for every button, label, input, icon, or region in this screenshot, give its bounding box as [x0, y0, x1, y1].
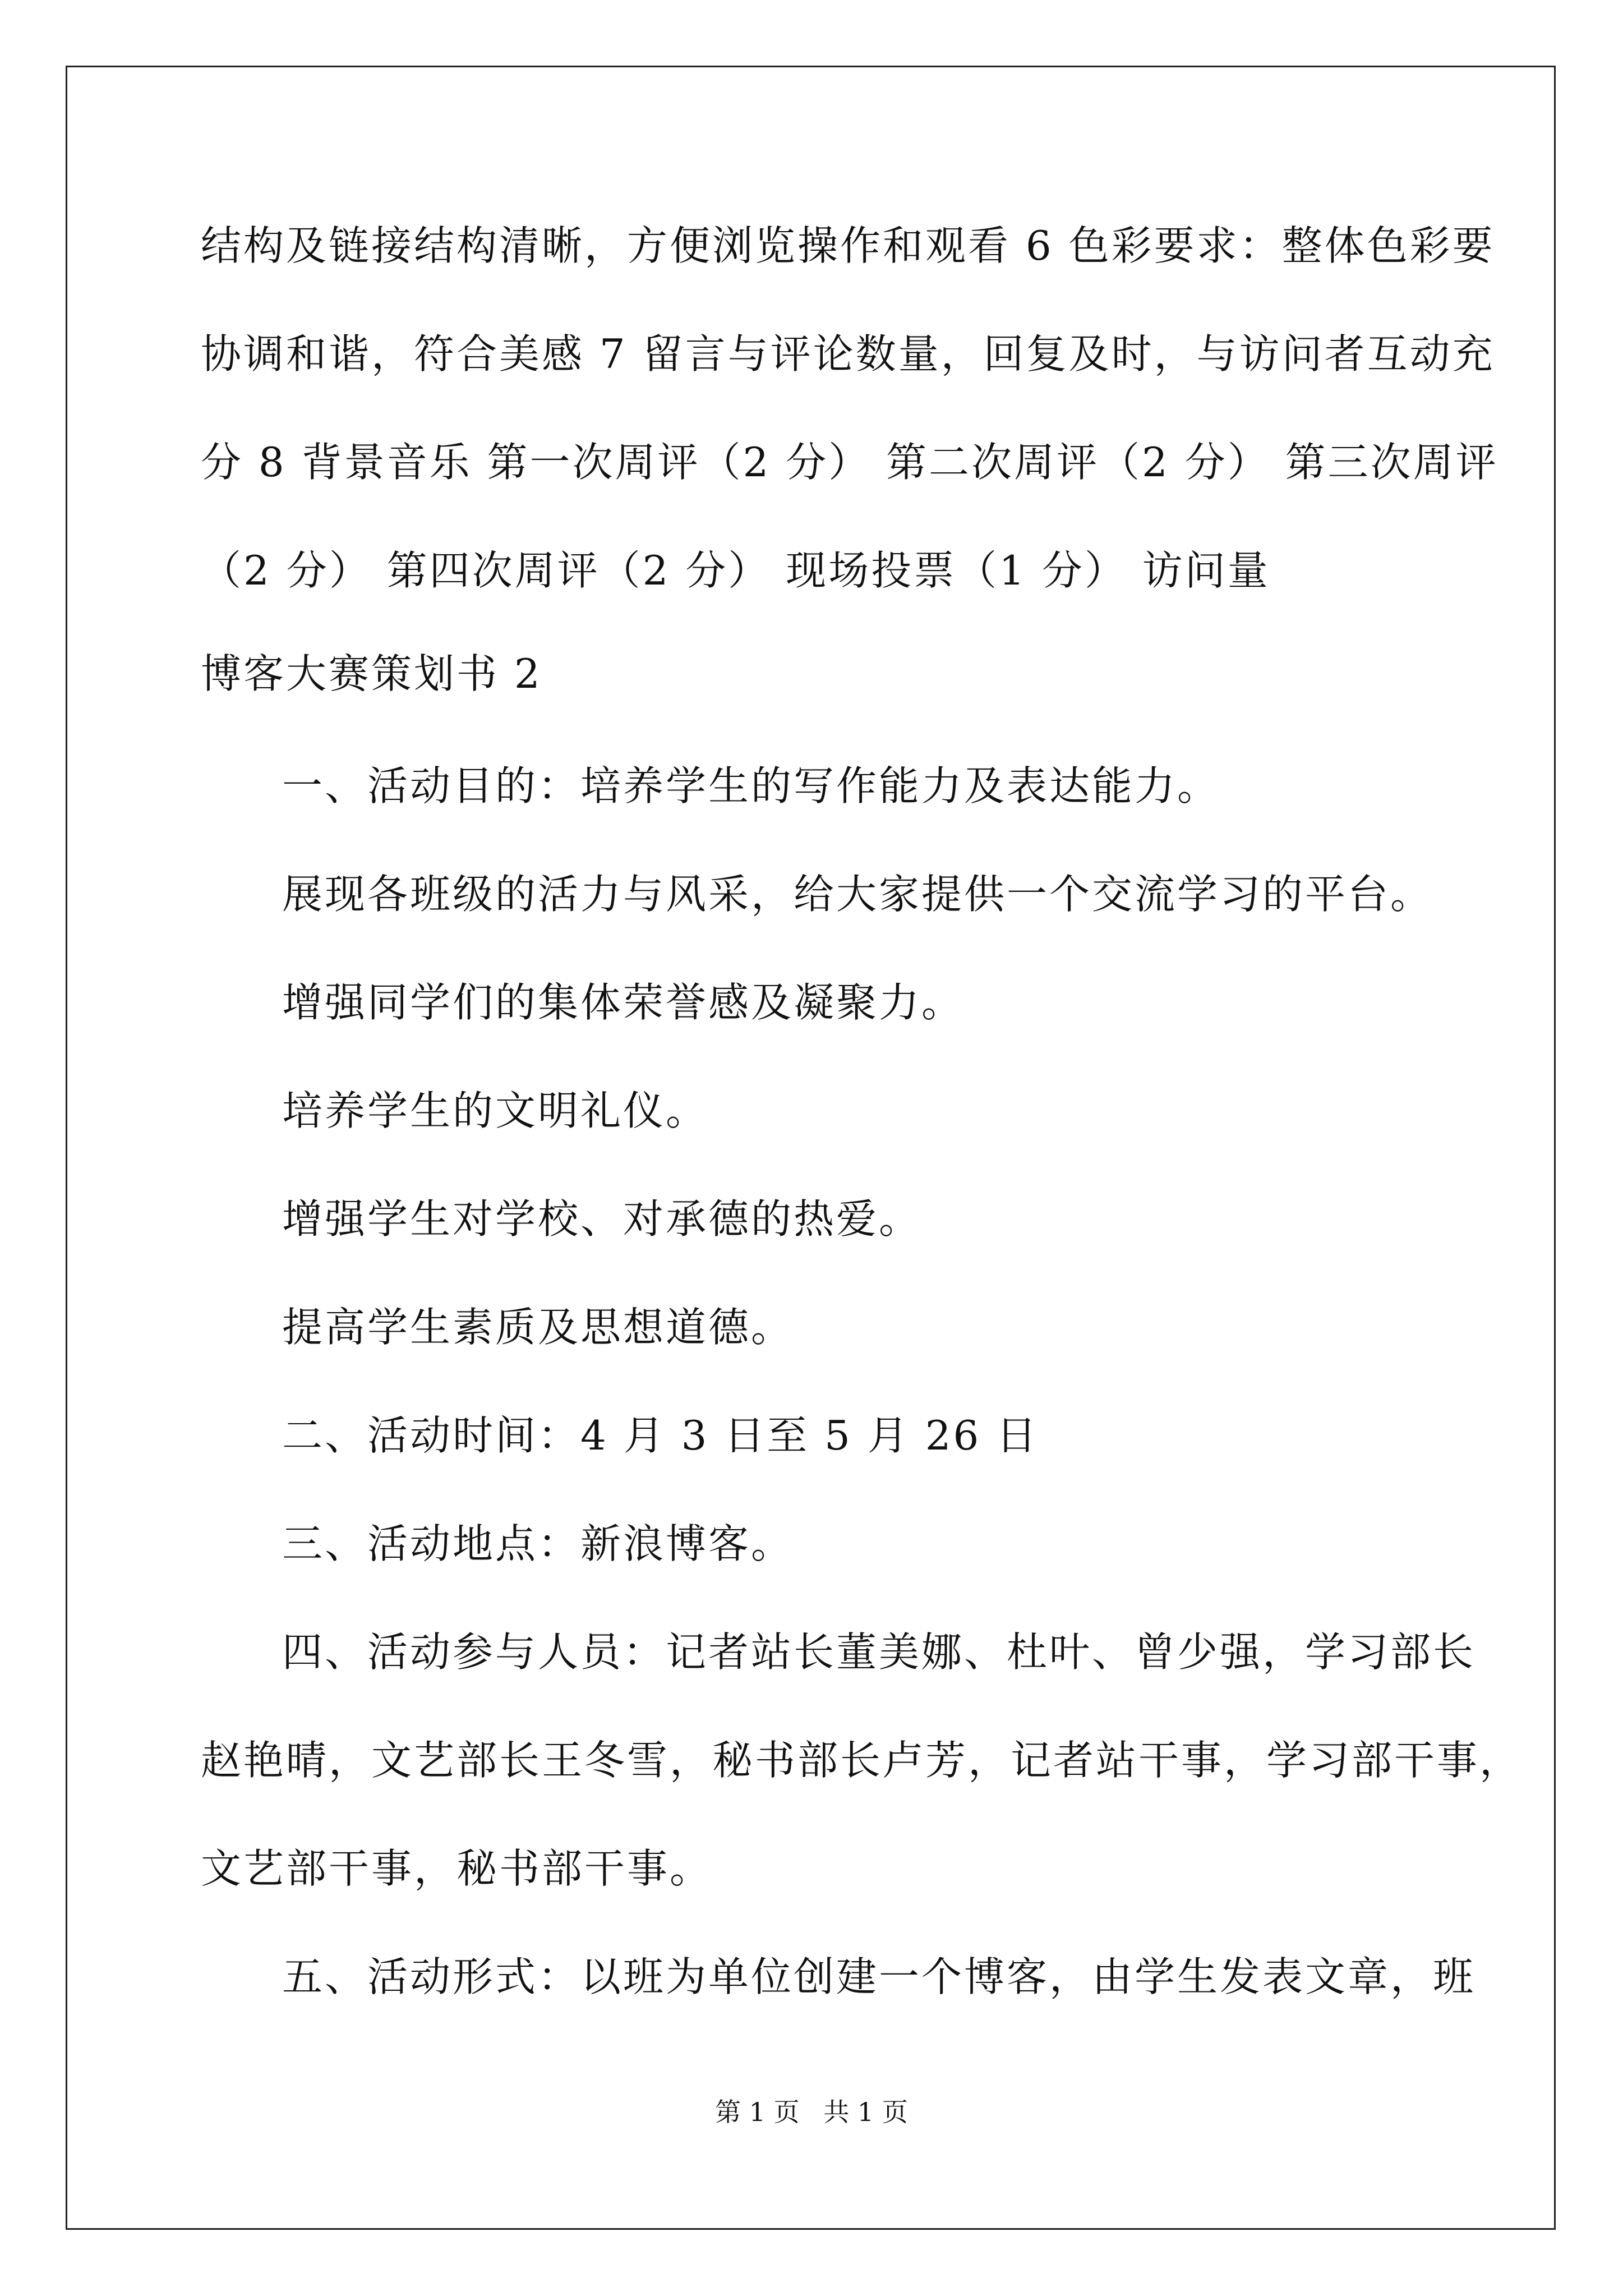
- paragraph-line: 文艺部干事，秘书部干事。: [201, 1845, 713, 1892]
- section-title: 博客大赛策划书 2: [201, 650, 542, 697]
- page-total: 共 1 页: [823, 2097, 908, 2127]
- paragraph-line: 增强学生对学校、对承德的热爱。: [282, 1195, 922, 1243]
- section-heading-participants: 四、活动参与人员：记者站长董美娜、杜叶、曾少强，学习部长: [282, 1628, 1476, 1676]
- paragraph-line: 培养学生的文明礼仪。: [282, 1087, 709, 1134]
- page-number: 第 1 页: [715, 2097, 800, 2127]
- section-heading-location: 三、活动地点：新浪博客。: [282, 1520, 794, 1567]
- paragraph-line: 结构及链接结构清晰，方便浏览操作和观看 6 色彩要求：整体色彩要: [201, 222, 1495, 269]
- paragraph-line: 提高学生素质及思想道德。: [282, 1304, 794, 1351]
- paragraph-line: 增强同学们的集体荣誉感及凝聚力。: [282, 979, 965, 1026]
- section-heading-time: 二、活动时间：4 月 3 日至 5 月 26 日: [282, 1412, 1039, 1459]
- paragraph-line: 展现各班级的活力与风采，给大家提供一个交流学习的平台。: [282, 871, 1433, 918]
- section-heading-purpose: 一、活动目的：培养学生的写作能力及表达能力。: [282, 762, 1220, 809]
- paragraph-line: （2 分） 第四次周评（2 分） 现场投票（1 分） 访问量: [201, 547, 1270, 594]
- section-heading-format: 五、活动形式：以班为单位创建一个博客，由学生发表文章，班: [282, 1953, 1476, 2000]
- paragraph-line: 赵艳晴，文艺部长王冬雪，秘书部长卢芳，记者站干事，学习部干事，: [201, 1737, 1523, 1784]
- page-border: [66, 66, 1556, 2230]
- paragraph-line: 分 8 背景音乐 第一次周评（2 分） 第二次周评（2 分） 第三次周评: [201, 439, 1498, 486]
- paragraph-line: 协调和谐，符合美感 7 留言与评论数量，回复及时，与访问者互动充: [201, 330, 1495, 378]
- page-footer: [0, 2095, 1623, 2129]
